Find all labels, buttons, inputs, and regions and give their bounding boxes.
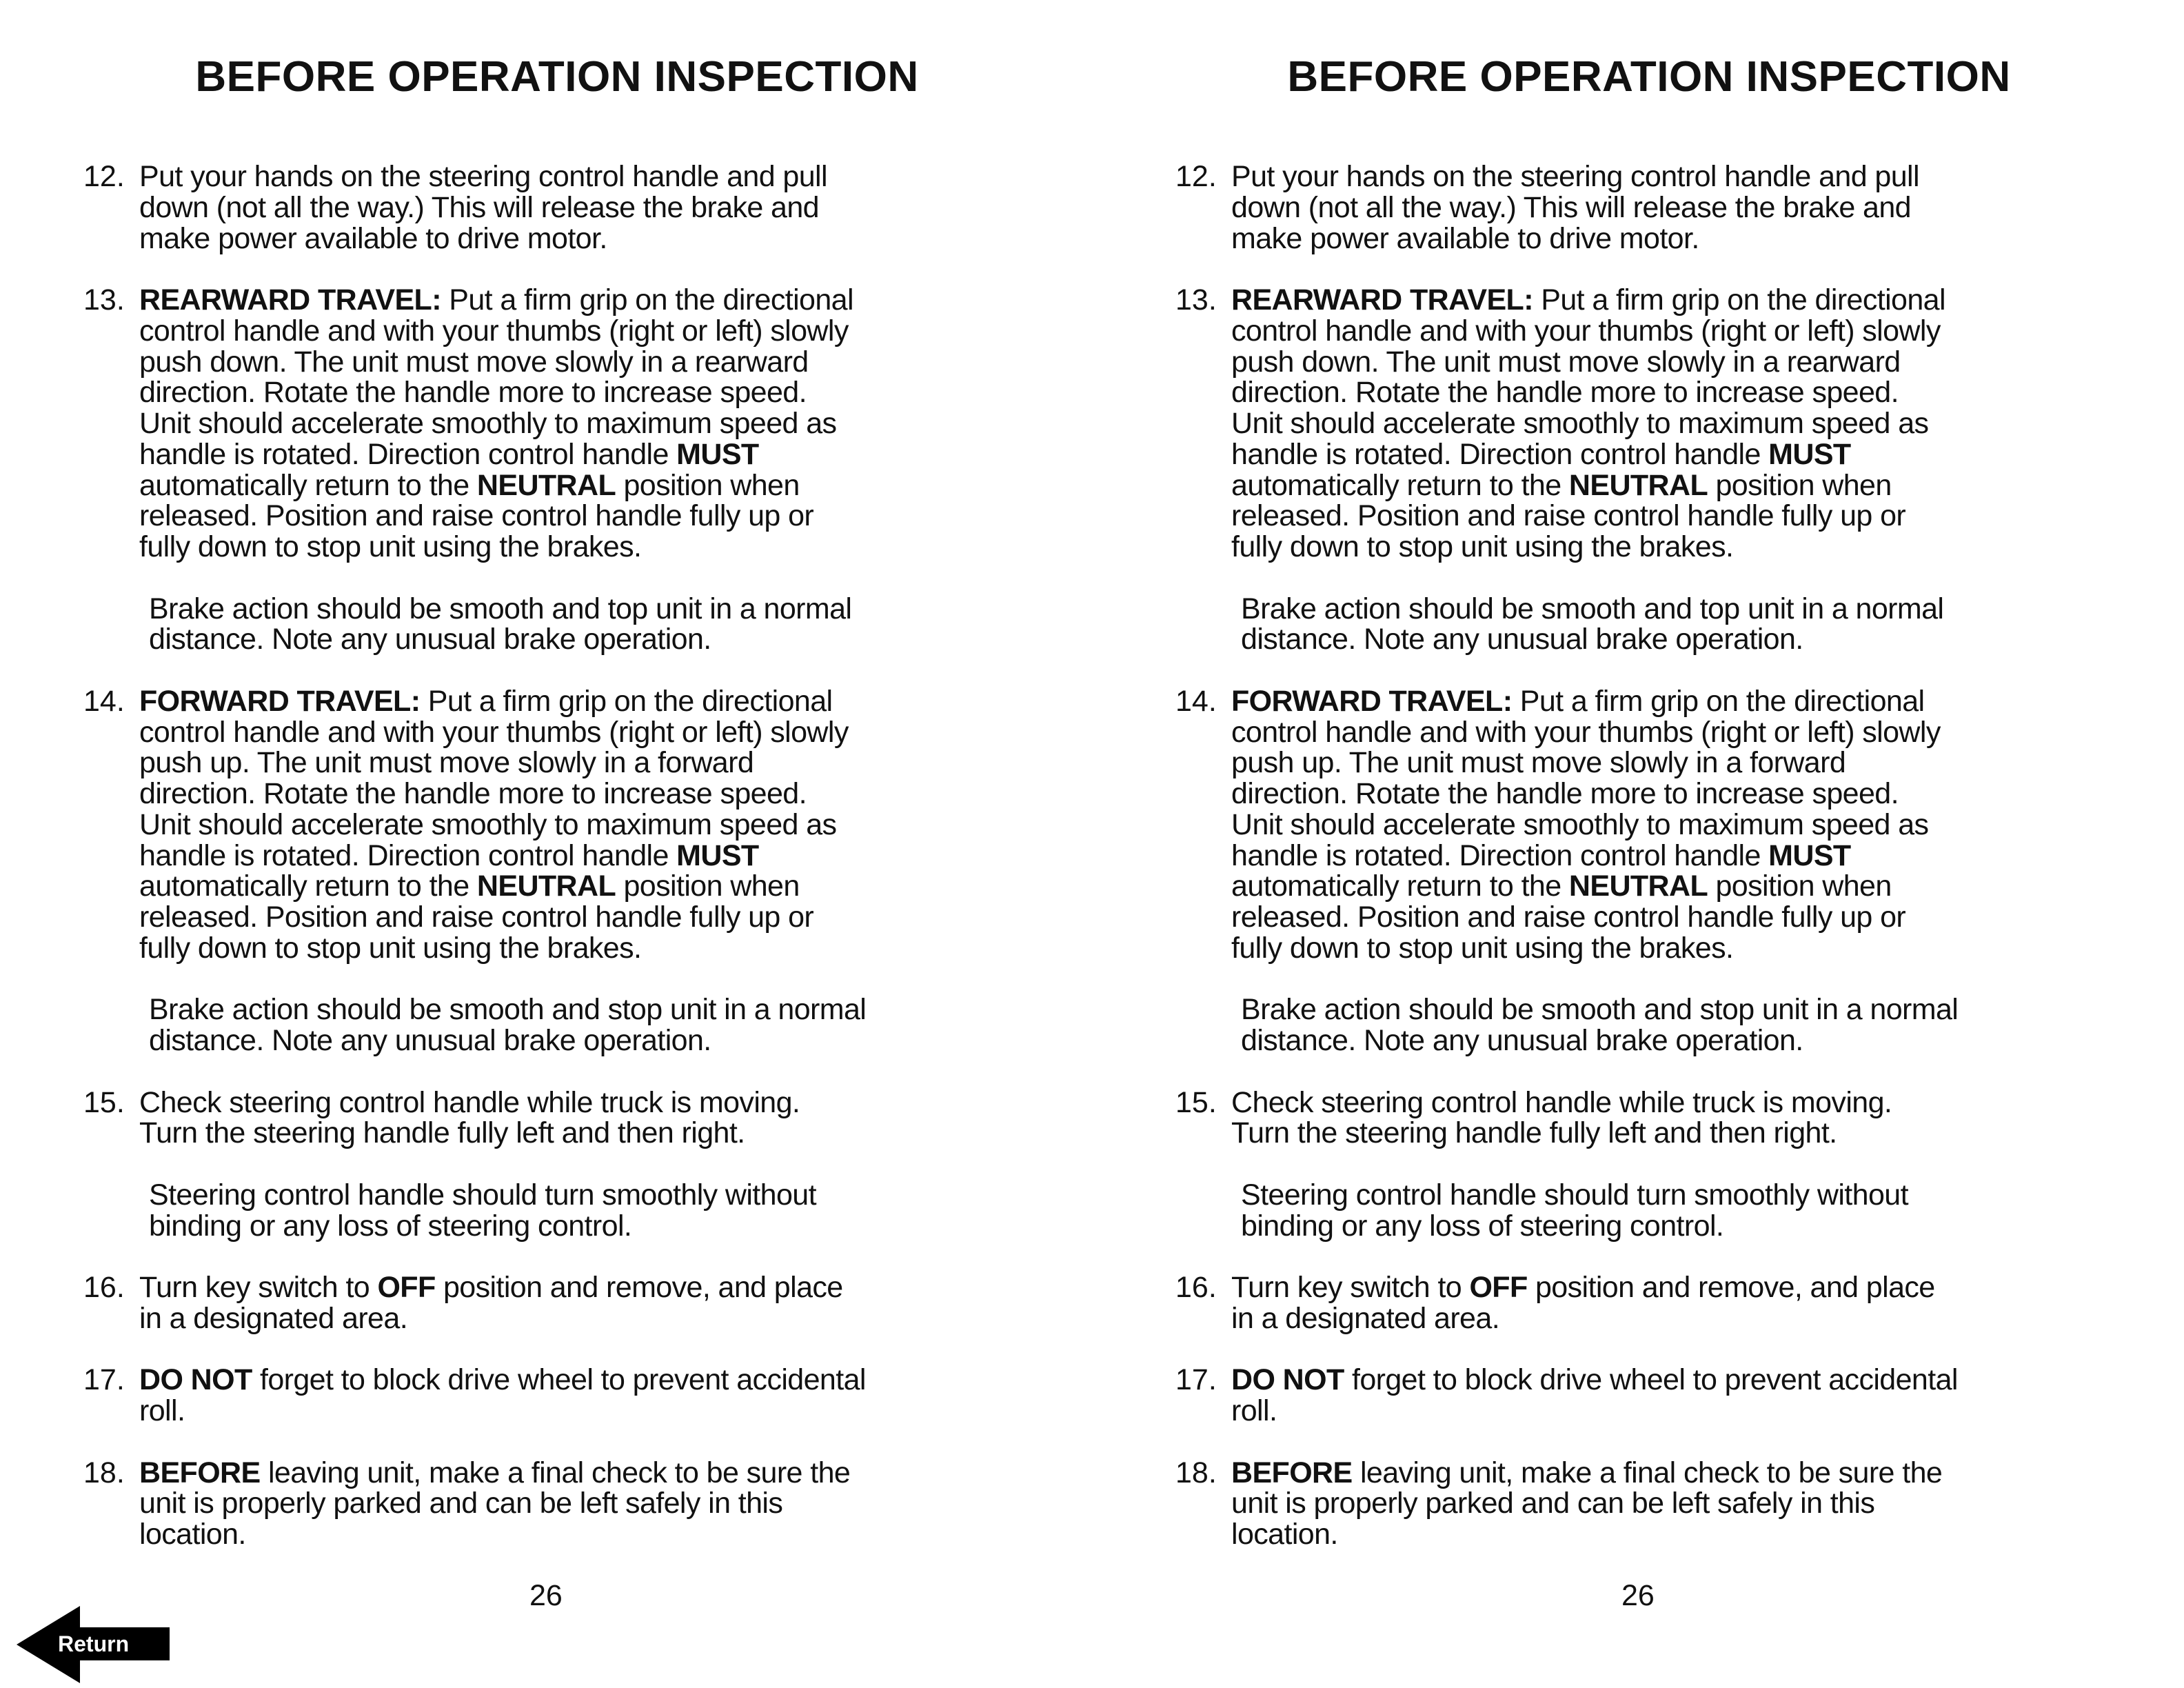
text-segment: Put a firm grip on the directional xyxy=(420,684,833,718)
bold-keyword: MUST xyxy=(1768,838,1851,872)
text-line xyxy=(139,933,1092,964)
text-line xyxy=(149,624,1092,655)
text-segment: down (not all the way.) This will release the brake and xyxy=(1231,190,1911,224)
text-segment: distance. Note any unusual brake operation. xyxy=(149,623,711,656)
return-button[interactable] xyxy=(17,1606,175,1683)
text-line xyxy=(1231,532,2184,563)
list-item xyxy=(1092,686,2184,964)
text-segment: direction. Rotate the handle more to increase speed. xyxy=(1231,777,1899,810)
text-line xyxy=(139,1458,1092,1489)
text-segment: location. xyxy=(1231,1518,1338,1551)
text-segment: Check steering control handle while truck is moving. xyxy=(139,1085,800,1119)
bold-keyword: BEFORE xyxy=(139,1456,261,1489)
item-number: 14. xyxy=(1175,684,1217,718)
text-segment: in a designated area. xyxy=(139,1301,408,1335)
text-line xyxy=(139,807,1092,841)
text-line xyxy=(1231,838,2184,872)
bold-keyword: NEUTRAL xyxy=(1568,870,1708,903)
text-line xyxy=(1231,686,2184,717)
text-segment: leaving unit, make a final check to be sure the xyxy=(260,1456,851,1489)
text-line xyxy=(1241,994,2184,1025)
text-segment: Put a firm grip on the directional xyxy=(1512,684,1925,718)
text-line xyxy=(1231,1396,2184,1427)
text-line xyxy=(149,1211,1092,1242)
text-segment: Put a firm grip on the directional xyxy=(1533,283,1945,316)
item-number: 18. xyxy=(1175,1456,1217,1489)
text-segment: Brake action should be smooth and top unit in a normal xyxy=(1241,592,1944,625)
text-segment: Unit should accelerate smoothly to maximum speed as xyxy=(139,807,837,841)
text-line xyxy=(1231,1272,2184,1303)
text-segment: leaving unit, make a final check to be sure the xyxy=(1352,1456,1943,1489)
right-page xyxy=(1092,0,2184,1688)
text-segment: distance. Note any unusual brake operation. xyxy=(1241,1024,1803,1057)
text-segment: released. Position and raise control handle fully up or xyxy=(139,901,814,934)
text-segment: down (not all the way.) This will release the brake and xyxy=(139,190,819,224)
text-line xyxy=(1231,1118,2184,1149)
inspection-list xyxy=(0,161,1092,1581)
text-line xyxy=(1231,408,2184,439)
text-line xyxy=(139,161,1092,192)
text-line xyxy=(139,1303,1092,1334)
bold-keyword: MUST xyxy=(676,437,759,471)
text-segment: in a designated area. xyxy=(1231,1301,1500,1335)
text-line xyxy=(1231,1488,2184,1519)
bold-keyword: FORWARD TRAVEL: xyxy=(139,684,421,718)
text-segment: released. Position and raise control handle fully up or xyxy=(139,499,814,533)
list-item xyxy=(0,1087,1092,1149)
bold-keyword: MUST xyxy=(1768,437,1851,471)
list-item xyxy=(0,1365,1092,1427)
bold-keyword: REARWARD TRAVEL: xyxy=(1231,283,1533,316)
text-line xyxy=(139,747,1092,778)
item-note xyxy=(1092,994,2184,1056)
text-line xyxy=(139,902,1092,933)
text-segment: Turn key switch to xyxy=(139,1271,378,1304)
text-segment: control handle and with your thumbs (right or left) slowly xyxy=(139,715,849,749)
text-segment: Unit should accelerate smoothly to maximum speed as xyxy=(1231,407,1929,440)
text-line xyxy=(1241,594,2184,625)
text-line xyxy=(139,192,1092,223)
text-line xyxy=(1241,1180,2184,1211)
text-segment: handle is rotated. Direction control handle xyxy=(139,838,677,872)
text-line xyxy=(139,1488,1092,1519)
page-number: 26 xyxy=(529,1579,563,1612)
text-segment: Put your hands on the steering control handle and pull xyxy=(139,160,827,193)
item-number: 18. xyxy=(83,1456,125,1489)
text-segment: released. Position and raise control handle fully up or xyxy=(1231,499,1906,533)
text-segment: handle is rotated. Direction control handle xyxy=(1231,437,1769,471)
item-number: 13. xyxy=(1175,283,1217,316)
page-number: 26 xyxy=(1621,1579,1655,1612)
text-line xyxy=(1231,1303,2184,1334)
text-segment: Brake action should be smooth and top unit in a normal xyxy=(149,592,852,625)
item-note xyxy=(0,594,1092,656)
bold-keyword: MUST xyxy=(676,838,759,872)
page-title: BEFORE OPERATION INSPECTION xyxy=(195,53,919,101)
text-segment: push up. The unit must move slowly in a forward xyxy=(1231,746,1846,780)
text-line xyxy=(1231,1365,2184,1396)
text-line xyxy=(139,686,1092,717)
text-line xyxy=(139,501,1092,532)
text-segment: handle is rotated. Direction control handle xyxy=(139,437,677,471)
bold-keyword: DO NOT xyxy=(1231,1363,1344,1397)
text-line xyxy=(149,594,1092,625)
list-item xyxy=(1092,1087,2184,1149)
text-line xyxy=(1231,377,2184,408)
bold-keyword: NEUTRAL xyxy=(476,870,616,903)
item-note xyxy=(1092,594,2184,656)
text-segment: Check steering control handle while truck is moving. xyxy=(1231,1085,1892,1119)
text-segment: push down. The unit must move slowly in a rearward xyxy=(139,345,809,379)
item-note xyxy=(1092,1180,2184,1242)
text-segment: position when xyxy=(1708,870,1892,903)
text-line xyxy=(1231,192,2184,223)
text-segment: location. xyxy=(139,1518,246,1551)
text-segment: push down. The unit must move slowly in a rearward xyxy=(1231,345,1901,379)
text-line xyxy=(1231,902,2184,933)
text-segment: unit is properly parked and can be left safely in this xyxy=(1231,1487,1875,1520)
text-segment: distance. Note any unusual brake operation. xyxy=(149,1024,711,1057)
text-segment: roll. xyxy=(1231,1394,1277,1427)
text-line xyxy=(1231,501,2184,532)
text-line xyxy=(1231,778,2184,810)
item-number: 15. xyxy=(1175,1085,1217,1119)
text-line xyxy=(139,285,1092,316)
bold-keyword: FORWARD TRAVEL: xyxy=(1231,684,1513,718)
item-number: 17. xyxy=(83,1363,125,1397)
text-line xyxy=(1231,470,2184,501)
text-segment: position when xyxy=(616,870,800,903)
item-number: 17. xyxy=(1175,1363,1217,1397)
item-number: 16. xyxy=(1175,1271,1217,1304)
text-segment: fully down to stop unit using the brakes. xyxy=(139,931,642,965)
text-segment: automatically return to the xyxy=(1231,468,1569,502)
text-line xyxy=(1231,161,2184,192)
text-segment: automatically return to the xyxy=(139,870,477,903)
item-number: 14. xyxy=(83,684,125,718)
text-segment: push up. The unit must move slowly in a forward xyxy=(139,746,754,780)
text-segment: direction. Rotate the handle more to increase speed. xyxy=(1231,376,1899,410)
text-line xyxy=(139,408,1092,439)
text-line xyxy=(139,470,1092,501)
text-segment: binding or any loss of steering control. xyxy=(149,1209,632,1243)
text-line xyxy=(1231,1519,2184,1550)
text-segment: fully down to stop unit using the brakes. xyxy=(139,530,642,563)
text-line xyxy=(1241,1211,2184,1242)
text-segment: Brake action should be smooth and stop unit in a normal xyxy=(149,993,867,1027)
item-number: 16. xyxy=(83,1271,125,1304)
text-segment: Put your hands on the steering control handle and pull xyxy=(1231,160,1919,193)
text-segment: position and remove, and place xyxy=(1527,1271,1935,1304)
list-item xyxy=(0,1458,1092,1550)
text-line xyxy=(1231,747,2184,778)
inspection-list xyxy=(1092,161,2184,1581)
bold-keyword: REARWARD TRAVEL: xyxy=(139,283,441,316)
text-segment: control handle and with your thumbs (right or left) slowly xyxy=(1231,715,1941,749)
text-line xyxy=(139,223,1092,254)
text-segment: Turn key switch to xyxy=(1231,1271,1470,1304)
text-line xyxy=(1231,223,2184,254)
list-item xyxy=(1092,285,2184,563)
list-item xyxy=(0,161,1092,254)
text-line xyxy=(139,316,1092,347)
text-line xyxy=(1231,285,2184,316)
text-line xyxy=(1241,1025,2184,1056)
text-segment: direction. Rotate the handle more to increase speed. xyxy=(139,376,807,410)
text-line xyxy=(139,532,1092,563)
text-line xyxy=(149,1025,1092,1056)
text-line xyxy=(1241,624,2184,655)
text-segment: make power available to drive motor. xyxy=(1231,221,1699,255)
bold-keyword: DO NOT xyxy=(139,1363,252,1397)
text-segment: roll. xyxy=(139,1394,185,1427)
text-line xyxy=(1231,1458,2184,1489)
text-line xyxy=(139,347,1092,378)
list-item xyxy=(1092,1365,2184,1427)
page-title: BEFORE OPERATION INSPECTION xyxy=(1287,53,2011,101)
text-line xyxy=(139,1519,1092,1550)
text-line xyxy=(1231,717,2184,748)
return-label: Return xyxy=(58,1631,130,1656)
text-line xyxy=(139,717,1092,748)
text-segment: forget to block drive wheel to prevent accidental xyxy=(1344,1363,1958,1397)
text-line xyxy=(1231,1087,2184,1118)
text-segment: forget to block drive wheel to prevent accidental xyxy=(252,1363,866,1397)
text-line xyxy=(139,778,1092,810)
text-segment: Turn the steering handle fully left and then right. xyxy=(139,1116,745,1150)
text-line xyxy=(139,838,1092,872)
text-line xyxy=(1231,439,2184,470)
text-line xyxy=(139,1087,1092,1118)
item-number: 13. xyxy=(83,283,125,316)
text-segment: control handle and with your thumbs (right or left) slowly xyxy=(1231,314,1941,348)
text-line xyxy=(1231,347,2184,378)
text-line xyxy=(139,1272,1092,1303)
bold-keyword: NEUTRAL xyxy=(1568,468,1708,502)
text-line xyxy=(139,377,1092,408)
text-line xyxy=(149,994,1092,1025)
text-segment: automatically return to the xyxy=(1231,870,1569,903)
text-line xyxy=(139,1365,1092,1396)
text-segment: Steering control handle should turn smoothly without xyxy=(149,1178,816,1212)
text-segment: position and remove, and place xyxy=(435,1271,843,1304)
text-segment: direction. Rotate the handle more to increase speed. xyxy=(139,777,807,810)
item-number: 12. xyxy=(83,160,125,193)
text-segment: Steering control handle should turn smoothly without xyxy=(1241,1178,1908,1212)
text-line xyxy=(139,1396,1092,1427)
text-line xyxy=(1231,807,2184,841)
text-segment: control handle and with your thumbs (right or left) slowly xyxy=(139,314,849,348)
text-segment: make power available to drive motor. xyxy=(139,221,607,255)
text-segment: fully down to stop unit using the brakes. xyxy=(1231,931,1734,965)
item-number: 15. xyxy=(83,1085,125,1119)
text-segment: released. Position and raise control handle fully up or xyxy=(1231,901,1906,934)
list-item xyxy=(1092,161,2184,254)
text-line xyxy=(1231,933,2184,964)
text-segment: Unit should accelerate smoothly to maximum speed as xyxy=(139,407,837,440)
item-number: 12. xyxy=(1175,160,1217,193)
text-segment: handle is rotated. Direction control handle xyxy=(1231,838,1769,872)
list-item xyxy=(0,1272,1092,1334)
bold-keyword: NEUTRAL xyxy=(476,468,616,502)
text-line xyxy=(139,1118,1092,1149)
text-line xyxy=(1231,316,2184,347)
text-segment: binding or any loss of steering control. xyxy=(1241,1209,1724,1243)
bold-keyword: BEFORE xyxy=(1231,1456,1353,1489)
bold-keyword: OFF xyxy=(377,1271,436,1304)
text-segment: Brake action should be smooth and stop unit in a normal xyxy=(1241,993,1959,1027)
item-note xyxy=(0,1180,1092,1242)
text-segment: Unit should accelerate smoothly to maximum speed as xyxy=(1231,807,1929,841)
bold-keyword: OFF xyxy=(1469,1271,1528,1304)
list-item xyxy=(0,285,1092,563)
text-line xyxy=(139,439,1092,470)
list-item xyxy=(1092,1272,2184,1334)
list-item xyxy=(0,686,1092,964)
text-line xyxy=(149,1180,1092,1211)
list-item xyxy=(1092,1458,2184,1550)
item-note xyxy=(0,994,1092,1056)
text-segment: position when xyxy=(616,468,800,502)
text-line xyxy=(1231,871,2184,902)
text-segment: Put a firm grip on the directional xyxy=(441,283,853,316)
text-segment: unit is properly parked and can be left safely in this xyxy=(139,1487,783,1520)
text-line xyxy=(139,871,1092,902)
text-segment: Turn the steering handle fully left and then right. xyxy=(1231,1116,1837,1150)
text-segment: fully down to stop unit using the brakes. xyxy=(1231,530,1734,563)
text-segment: position when xyxy=(1708,468,1892,502)
text-segment: distance. Note any unusual brake operation. xyxy=(1241,623,1803,656)
text-segment: automatically return to the xyxy=(139,468,477,502)
